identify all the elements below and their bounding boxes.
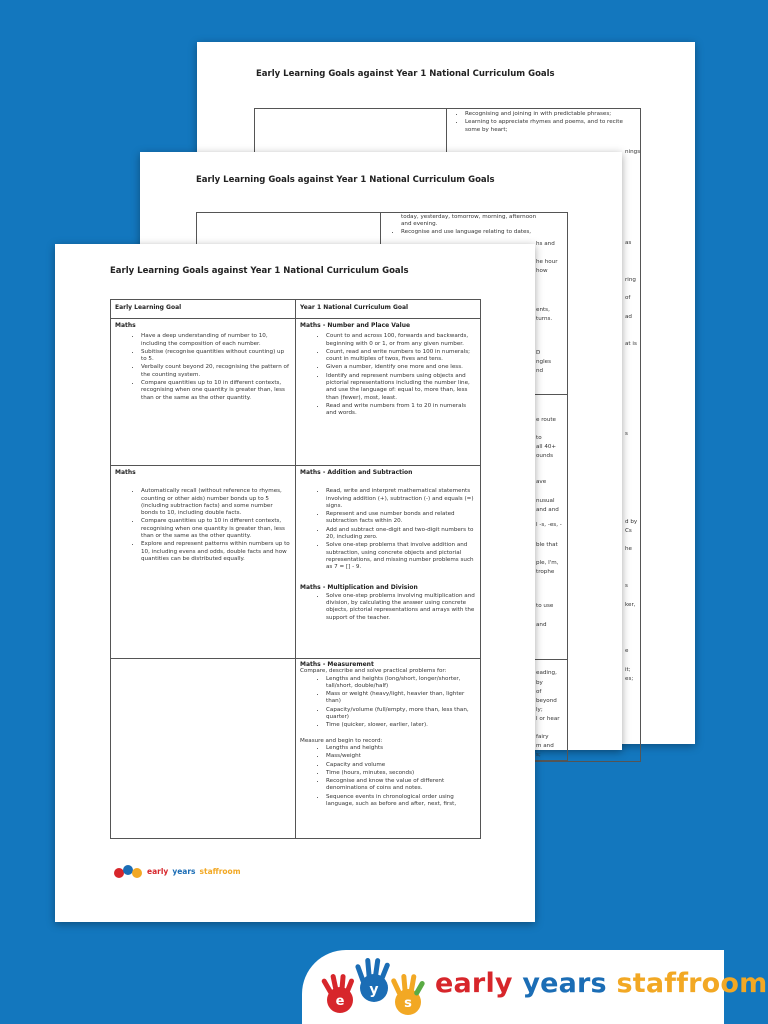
brand-word-years: years [522, 968, 607, 999]
svg-text:y: y [369, 982, 379, 998]
text-fragment: trophe [536, 569, 555, 575]
cell-heading: Maths - Multiplication and Division [300, 583, 418, 591]
list-item: • Capacity/volume (full/empty, more than, less than, quarter) [326, 707, 476, 722]
text-line: Compare, describe and solve practical problems for: [300, 668, 447, 675]
list-item: • Subitise (recognise quantities without counting) up to 5. [141, 349, 291, 364]
header-early-learning-goal: Early Learning Goal [115, 304, 182, 311]
text-line: and evening. [401, 221, 438, 228]
text-fragment: ring [625, 277, 636, 283]
text-fragment: beyond [536, 698, 557, 704]
brand-wordmark [435, 968, 768, 999]
brand-word-early: early [435, 968, 513, 999]
list-item: • Read, write and interpret mathematical statements involving addition (+), subtraction (-) and equals (=) signs. [326, 488, 476, 510]
list-item: • Recognising and joining in with predictable phrases; [465, 111, 636, 118]
text-fragment: and [536, 622, 547, 628]
text-fragment: fairy [536, 734, 549, 740]
text-fragment: of [536, 689, 542, 695]
text-fragment: hs and [536, 241, 555, 247]
list-item: • Count, read and write numbers to 100 in numerals; count in multiples of twos, fives and tens. [326, 349, 476, 364]
middle-page-lines [387, 214, 565, 237]
logo-word-years: years [172, 866, 196, 876]
text-fragment: l -s, -es, - [536, 522, 562, 528]
row1-right [300, 322, 476, 419]
list-item: • Read and write numbers from 1 to 20 in numerals and words. [326, 403, 476, 418]
text-fragment: he [625, 546, 632, 552]
cell-heading: Maths [115, 469, 136, 476]
text-fragment: to [536, 435, 542, 441]
text-fragment: and and [536, 507, 559, 513]
list-item: • Learning to appreciate rhymes and poems, and to recite some by heart; [465, 119, 636, 134]
list-item: • Compare quantities up to 10 in different contexts, recognising when one quantity is greater than, less than or the same as the other quantity. [141, 380, 291, 402]
text-fragment: nd [536, 368, 544, 374]
row2-right [300, 469, 476, 623]
text-fragment: to use [536, 603, 554, 609]
text-fragment: d by [625, 519, 638, 525]
cell-heading: Maths - Number and Place Value [300, 322, 411, 329]
brand-banner [302, 950, 768, 1024]
row1-left [115, 322, 291, 403]
list-item: • Identify and represent numbers using objects and pictorial representations including the number line, and use the language of: equal to, more than, less than (fewer), most, least. [326, 373, 476, 402]
cell-heading: Maths - Measurement [300, 661, 374, 668]
back-page-title: Early Learning Goals against Year 1 National Curriculum Goals [256, 69, 555, 79]
list-item: • Recognise and use language relating to dates, [401, 229, 565, 236]
list-item: • Mass or weight (heavy/light, heavier than, lighter than) [326, 691, 476, 706]
list-item: • Sequence events in chronological order using language, such as before and after, next, first, [326, 794, 476, 809]
text-fragment: es; [625, 676, 634, 682]
middle-page-title: Early Learning Goals against Year 1 National Curriculum Goals [196, 175, 495, 185]
goals-table [110, 299, 481, 839]
hands-logo-icon [113, 863, 143, 879]
text-fragment: e route [536, 417, 556, 423]
svg-text:e: e [335, 994, 345, 1009]
text-fragment: s [625, 583, 628, 589]
text-fragment: he hour [536, 259, 558, 265]
text-fragment: ly; [536, 707, 543, 713]
front-page-title: Early Learning Goals against Year 1 National Curriculum Goals [110, 266, 409, 276]
text-fragment: ave [536, 479, 547, 485]
list-item: • Automatically recall (without reference to rhymes, counting or other aids) number bonds up to 5 (including subtraction facts) and some number bonds to 10, including double facts. [141, 488, 291, 517]
text-fragment: turns. [536, 316, 553, 322]
text-line: today, yesterday, tomorrow, morning, afternoon [401, 214, 537, 220]
text-fragment: ngles [536, 359, 552, 365]
text-fragment: Cs [625, 528, 632, 534]
hands-logo-icon [316, 956, 428, 1020]
text-fragment: ble that [536, 542, 558, 548]
text-fragment: ple, I'm, [536, 560, 559, 566]
svg-text:s: s [404, 996, 412, 1011]
list-item: • Time (hours, minutes, seconds) [326, 770, 476, 777]
text-fragment: e [625, 648, 629, 654]
list-item: • Have a deep understanding of number to 10, including the composition of each number. [141, 333, 291, 348]
text-fragment: as [625, 240, 632, 246]
list-item: • Time (quicker, slower, earlier, later). [326, 722, 476, 729]
list-item: • Capacity and volume [326, 762, 476, 769]
list-item: • Solve one-step problems that involve addition and subtraction, using concrete objects and pictorial representations, and missing number problems such as 7 = [] - 9. [326, 542, 476, 571]
back-page-bullets [451, 111, 636, 135]
text-fragment: nings [625, 149, 641, 155]
list-item: • Explore and represent patterns within numbers up to 10, including evens and odds, double facts and how quantities can be distributed equally. [141, 541, 291, 563]
text-fragment: nusual [536, 498, 555, 504]
list-item: • Lengths and heights [326, 745, 476, 752]
list-item: • Given a number, identify one more and one less. [326, 364, 476, 371]
text-fragment: ents, [536, 307, 550, 313]
text-fragment: eading, [536, 670, 557, 676]
row2-left [115, 469, 291, 564]
logo-word-staffroom: staffroom [199, 866, 241, 876]
list-item: • Lengths and heights (long/short, longer/shorter, tall/short, double/half) [326, 676, 476, 691]
text-fragment: s [625, 431, 628, 437]
list-item: • Represent and use number bonds and related subtraction facts within 20. [326, 511, 476, 526]
text-fragment: by [536, 680, 543, 686]
list-item: • Add and subtract one-digit and two-digit numbers to 20, including zero. [326, 527, 476, 542]
list-item: • Compare quantities up to 10 in different contexts, recognising when one quantity is greater than, less than or the same as the other quantity. [141, 518, 291, 540]
front-page [55, 244, 535, 922]
front-page-footer-logo [113, 863, 241, 879]
text-fragment: how [536, 268, 548, 274]
cell-heading: Maths [115, 322, 136, 329]
row3-right [300, 661, 476, 809]
text-fragment: ounds [536, 453, 553, 459]
brand-word-staffroom: staffroom [616, 968, 768, 999]
list-item: • Mass/weight [326, 753, 476, 760]
text-fragment: D [536, 350, 541, 356]
text-fragment: m and [536, 743, 554, 749]
text-fragment: ad [625, 314, 632, 320]
list-item: • Count to and across 100, forwards and backwards, beginning with 0 or 1, or from any given number. [326, 333, 476, 348]
logo-word-early: early [147, 866, 169, 876]
list-item: • Solve one-step problems involving multiplication and division, by calculating the answer using concrete objects, pictorial representations and arrays with the support of the teacher. [326, 593, 476, 622]
cell-heading: Maths - Addition and Subtraction [300, 469, 413, 476]
text-fragment: l or hear [536, 716, 560, 722]
text-fragment: ker, [625, 602, 636, 608]
text-fragment: at is [625, 341, 637, 347]
text-fragment: it; [625, 667, 631, 673]
list-item: • Recognise and know the value of different denominations of coins and notes. [326, 778, 476, 793]
text-line: Measure and begin to record: [300, 737, 383, 744]
header-year1-goal: Year 1 National Curriculum Goal [300, 304, 409, 311]
text-fragment: of [625, 295, 631, 301]
list-item: • Verbally count beyond 20, recognising the pattern of the counting system. [141, 364, 291, 379]
text-fragment: all 40+ [536, 444, 557, 450]
text-fragment: s; [536, 752, 541, 758]
